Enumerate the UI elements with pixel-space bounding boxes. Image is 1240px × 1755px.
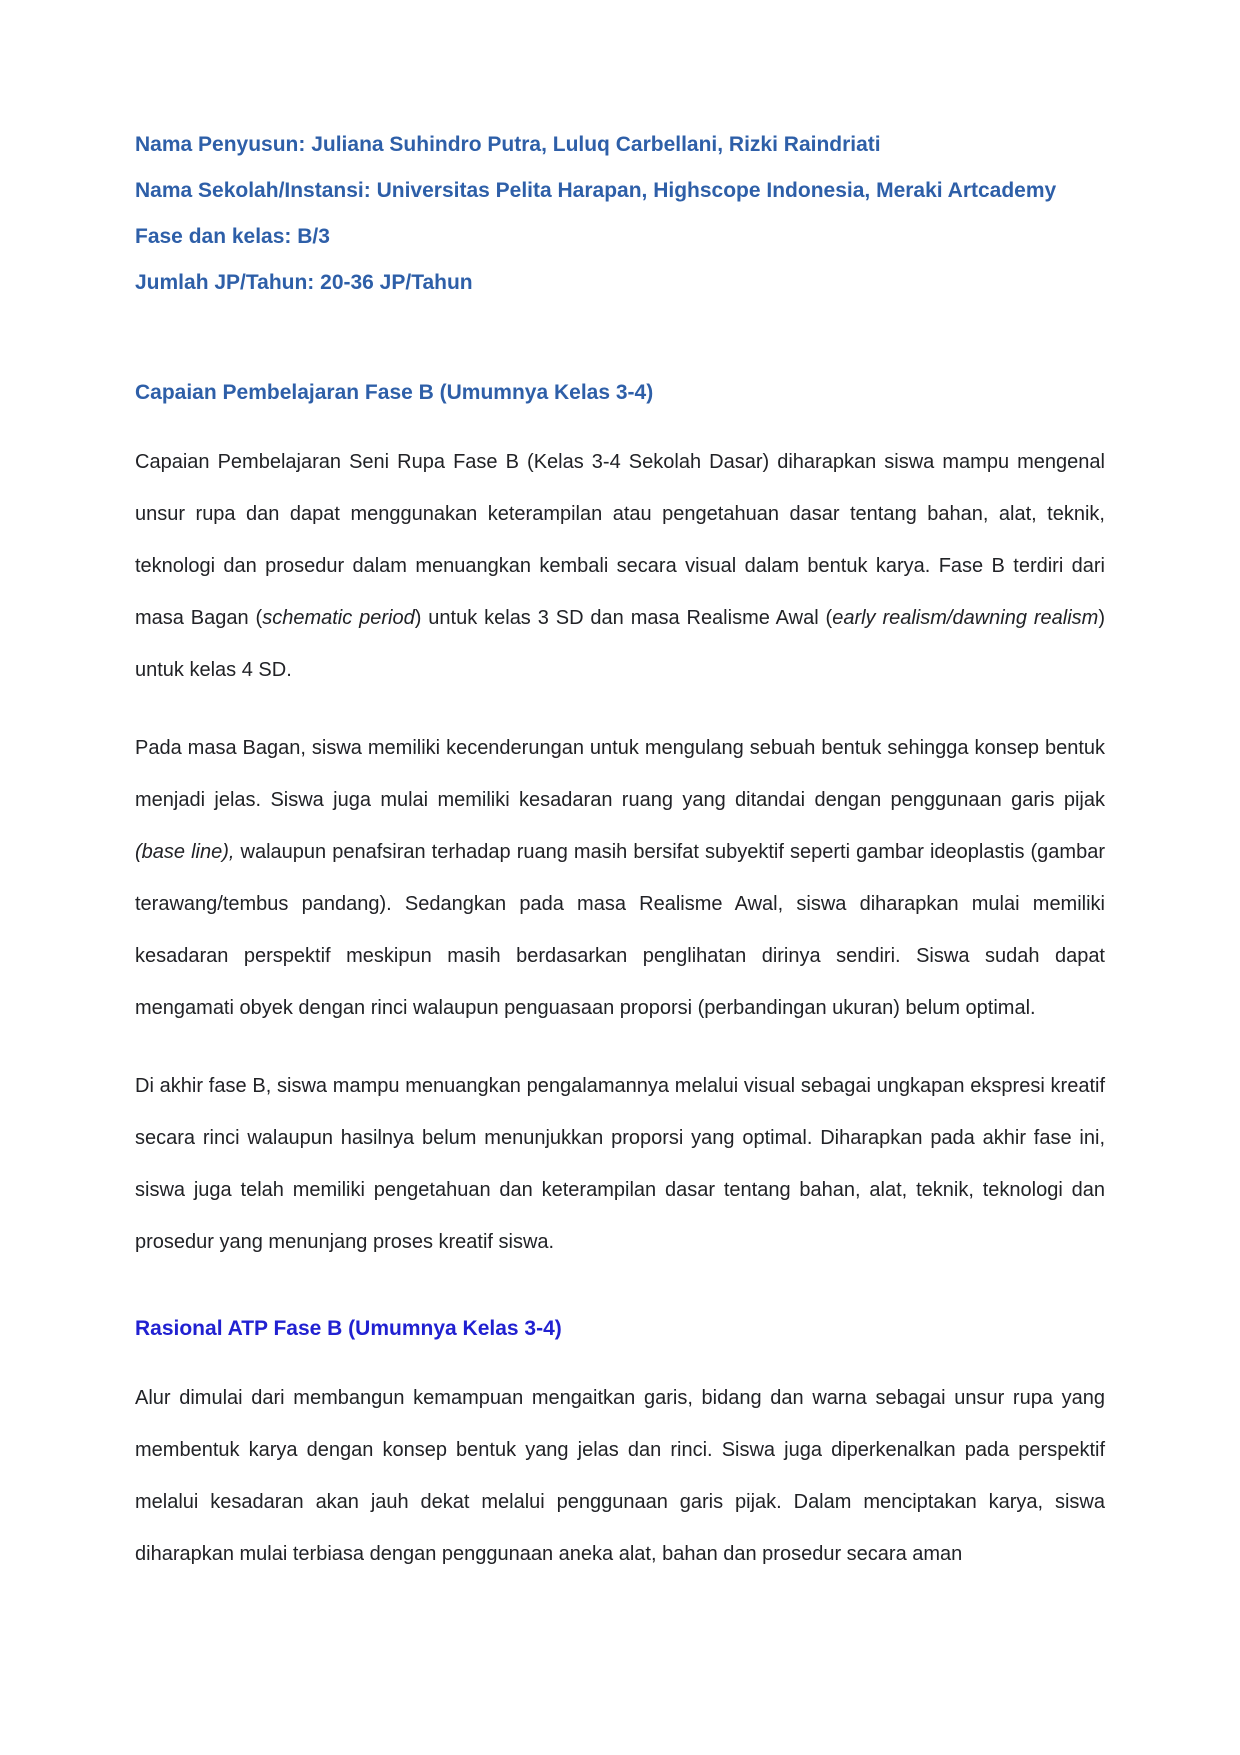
header-line-fase-kelas: Fase dan kelas: B/3 xyxy=(135,225,330,248)
section-heading-rasional-atp: Rasional ATP Fase B (Umumnya Kelas 3-4) xyxy=(135,1317,562,1340)
paragraph-rasional-1: Alur dimulai dari membangun kemampuan mengaitkan garis, bidang dan warna sebagai unsur rupa yang membentuk karya dengan konsep bentuk yang jelas dan rinci. Siswa juga diperkenalkan pada perspektif melalui kesadaran akan jauh dekat melalui penggunaan garis pijak. Dalam menciptakan karya, siswa diharapkan mulai terbiasa dengan penggunaan aneka alat, bahan dan prosedur secara aman xyxy=(135,1387,1105,1565)
document-header xyxy=(135,122,1105,306)
header-line-nama-sekolah: Nama Sekolah/Instansi: Universitas Pelita Harapan, Highscope Indonesia, Meraki Artcademy xyxy=(135,179,1057,202)
section-heading-capaian-pembelajaran: Capaian Pembelajaran Fase B (Umumnya Kelas 3-4) xyxy=(135,381,654,404)
header-line-nama-penyusun: Nama Penyusun: Juliana Suhindro Putra, Luluq Carbellani, Rizki Raindriati xyxy=(135,133,881,156)
paragraph-capaian-3: Di akhir fase B, siswa mampu menuangkan pengalamannya melalui visual sebagai ungkapan ekspresi kreatif secara rinci walaupun hasilnya belum menunjukkan proporsi yang optimal. Diharapkan pada akhir fase ini, siswa juga telah memiliki pengetahuan dan keterampilan dasar tentang bahan, alat, teknik, teknologi dan prosedur yang menunjang proses kreatif siswa. xyxy=(135,1075,1105,1253)
paragraph-capaian-2: Pada masa Bagan, siswa memiliki kecenderungan untuk mengulang sebuah bentuk sehingga konsep bentuk menjadi jelas. Siswa juga mulai memiliki kesadaran ruang yang ditandai dengan penggunaan garis pijak (base line), walaupun penafsiran terhadap ruang masih bersifat subyektif seperti gambar ideoplastis (gambar terawang/tembus pandang). Sedangkan pada masa Realisme Awal, siswa diharapkan mulai memiliki kesadaran perspektif meskipun masih berdasarkan penglihatan dirinya sendiri. Siswa sudah dapat mengamati obyek dengan rinci walaupun penguasaan proporsi (perbandingan ukuran) belum optimal. xyxy=(135,737,1105,1019)
paragraph-capaian-1: Capaian Pembelajaran Seni Rupa Fase B (Kelas 3-4 Sekolah Dasar) diharapkan siswa mampu mengenal unsur rupa dan dapat menggunakan keterampilan atau pengetahuan dasar tentang bahan, alat, teknik, teknologi dan prosedur dalam menuangkan kembali secara visual dalam bentuk karya. Fase B terdiri dari masa Bagan (schematic period) untuk kelas 3 SD dan masa Realisme Awal (early realism/dawning realism) untuk kelas 4 SD. xyxy=(135,451,1105,681)
header-line-jumlah-jp: Jumlah JP/Tahun: 20-36 JP/Tahun xyxy=(135,271,473,294)
